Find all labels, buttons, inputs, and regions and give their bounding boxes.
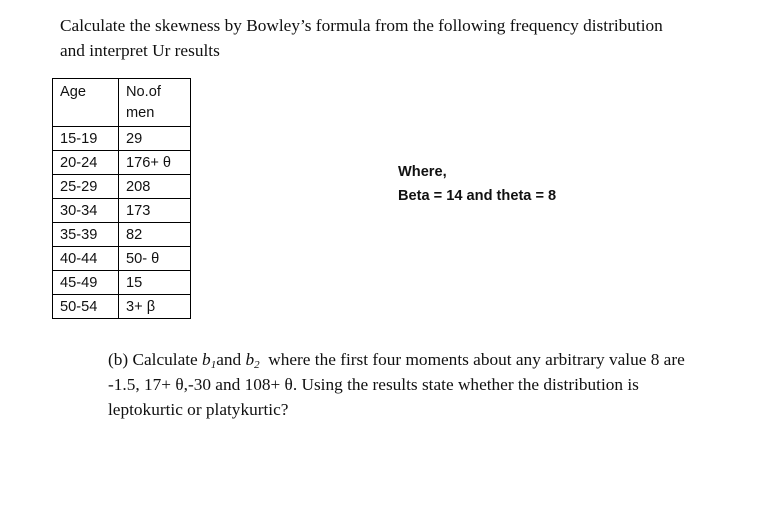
table-row — [53, 223, 191, 247]
table-row — [53, 175, 191, 199]
part-b-line-3: leptokurtic or platykurtic? — [108, 400, 289, 419]
part-b-line-2: -1.5, 17+ θ,-30 and 108+ θ. Using the results state whether the distribution is — [108, 375, 639, 394]
table-row — [53, 247, 191, 271]
age-cell: 25-29 — [53, 175, 119, 199]
b1-symbol: $b_1$ — [202, 350, 217, 371]
count-cell: 15 — [119, 271, 191, 295]
b2-symbol: $b_2$ — [245, 350, 260, 371]
age-cell: 30-34 — [53, 199, 119, 223]
question-text — [60, 13, 740, 63]
question-line-2: and interpret Ur results — [60, 41, 220, 60]
where-label: Where, — [398, 164, 447, 180]
age-cell: 45-49 — [53, 271, 119, 295]
table-row — [53, 127, 191, 151]
age-cell: 50-54 — [53, 295, 119, 319]
age-cell: 20-24 — [53, 151, 119, 175]
question-line-1: Calculate the skewness by Bowley’s formula from the following frequency distribution — [60, 16, 663, 35]
count-cell: 176+ θ — [119, 151, 191, 175]
header-age: Age — [53, 79, 119, 127]
age-cell: 40-44 — [53, 247, 119, 271]
table-row — [53, 199, 191, 223]
count-cell: 173 — [119, 199, 191, 223]
age-cell: 35-39 — [53, 223, 119, 247]
count-cell: 82 — [119, 223, 191, 247]
count-cell: 29 — [119, 127, 191, 151]
table-row — [53, 295, 191, 319]
header-number-of-men: No.of men — [119, 79, 191, 127]
part-b-question — [108, 347, 728, 422]
age-cell: 15-19 — [53, 127, 119, 151]
count-cell: 3+ β — [119, 295, 191, 319]
count-cell: 50- θ — [119, 247, 191, 271]
count-cell: 208 — [119, 175, 191, 199]
table-row — [53, 151, 191, 175]
part-b-line-1: (b) Calculate $b_1and$ $b_2$ where the first four moments about any arbitrary value 8 are — [108, 350, 685, 371]
where-note — [398, 160, 556, 208]
table-header-row — [53, 79, 191, 127]
frequency-table — [52, 78, 191, 319]
table-row — [53, 271, 191, 295]
where-values: Beta = 14 and theta = 8 — [398, 188, 557, 204]
